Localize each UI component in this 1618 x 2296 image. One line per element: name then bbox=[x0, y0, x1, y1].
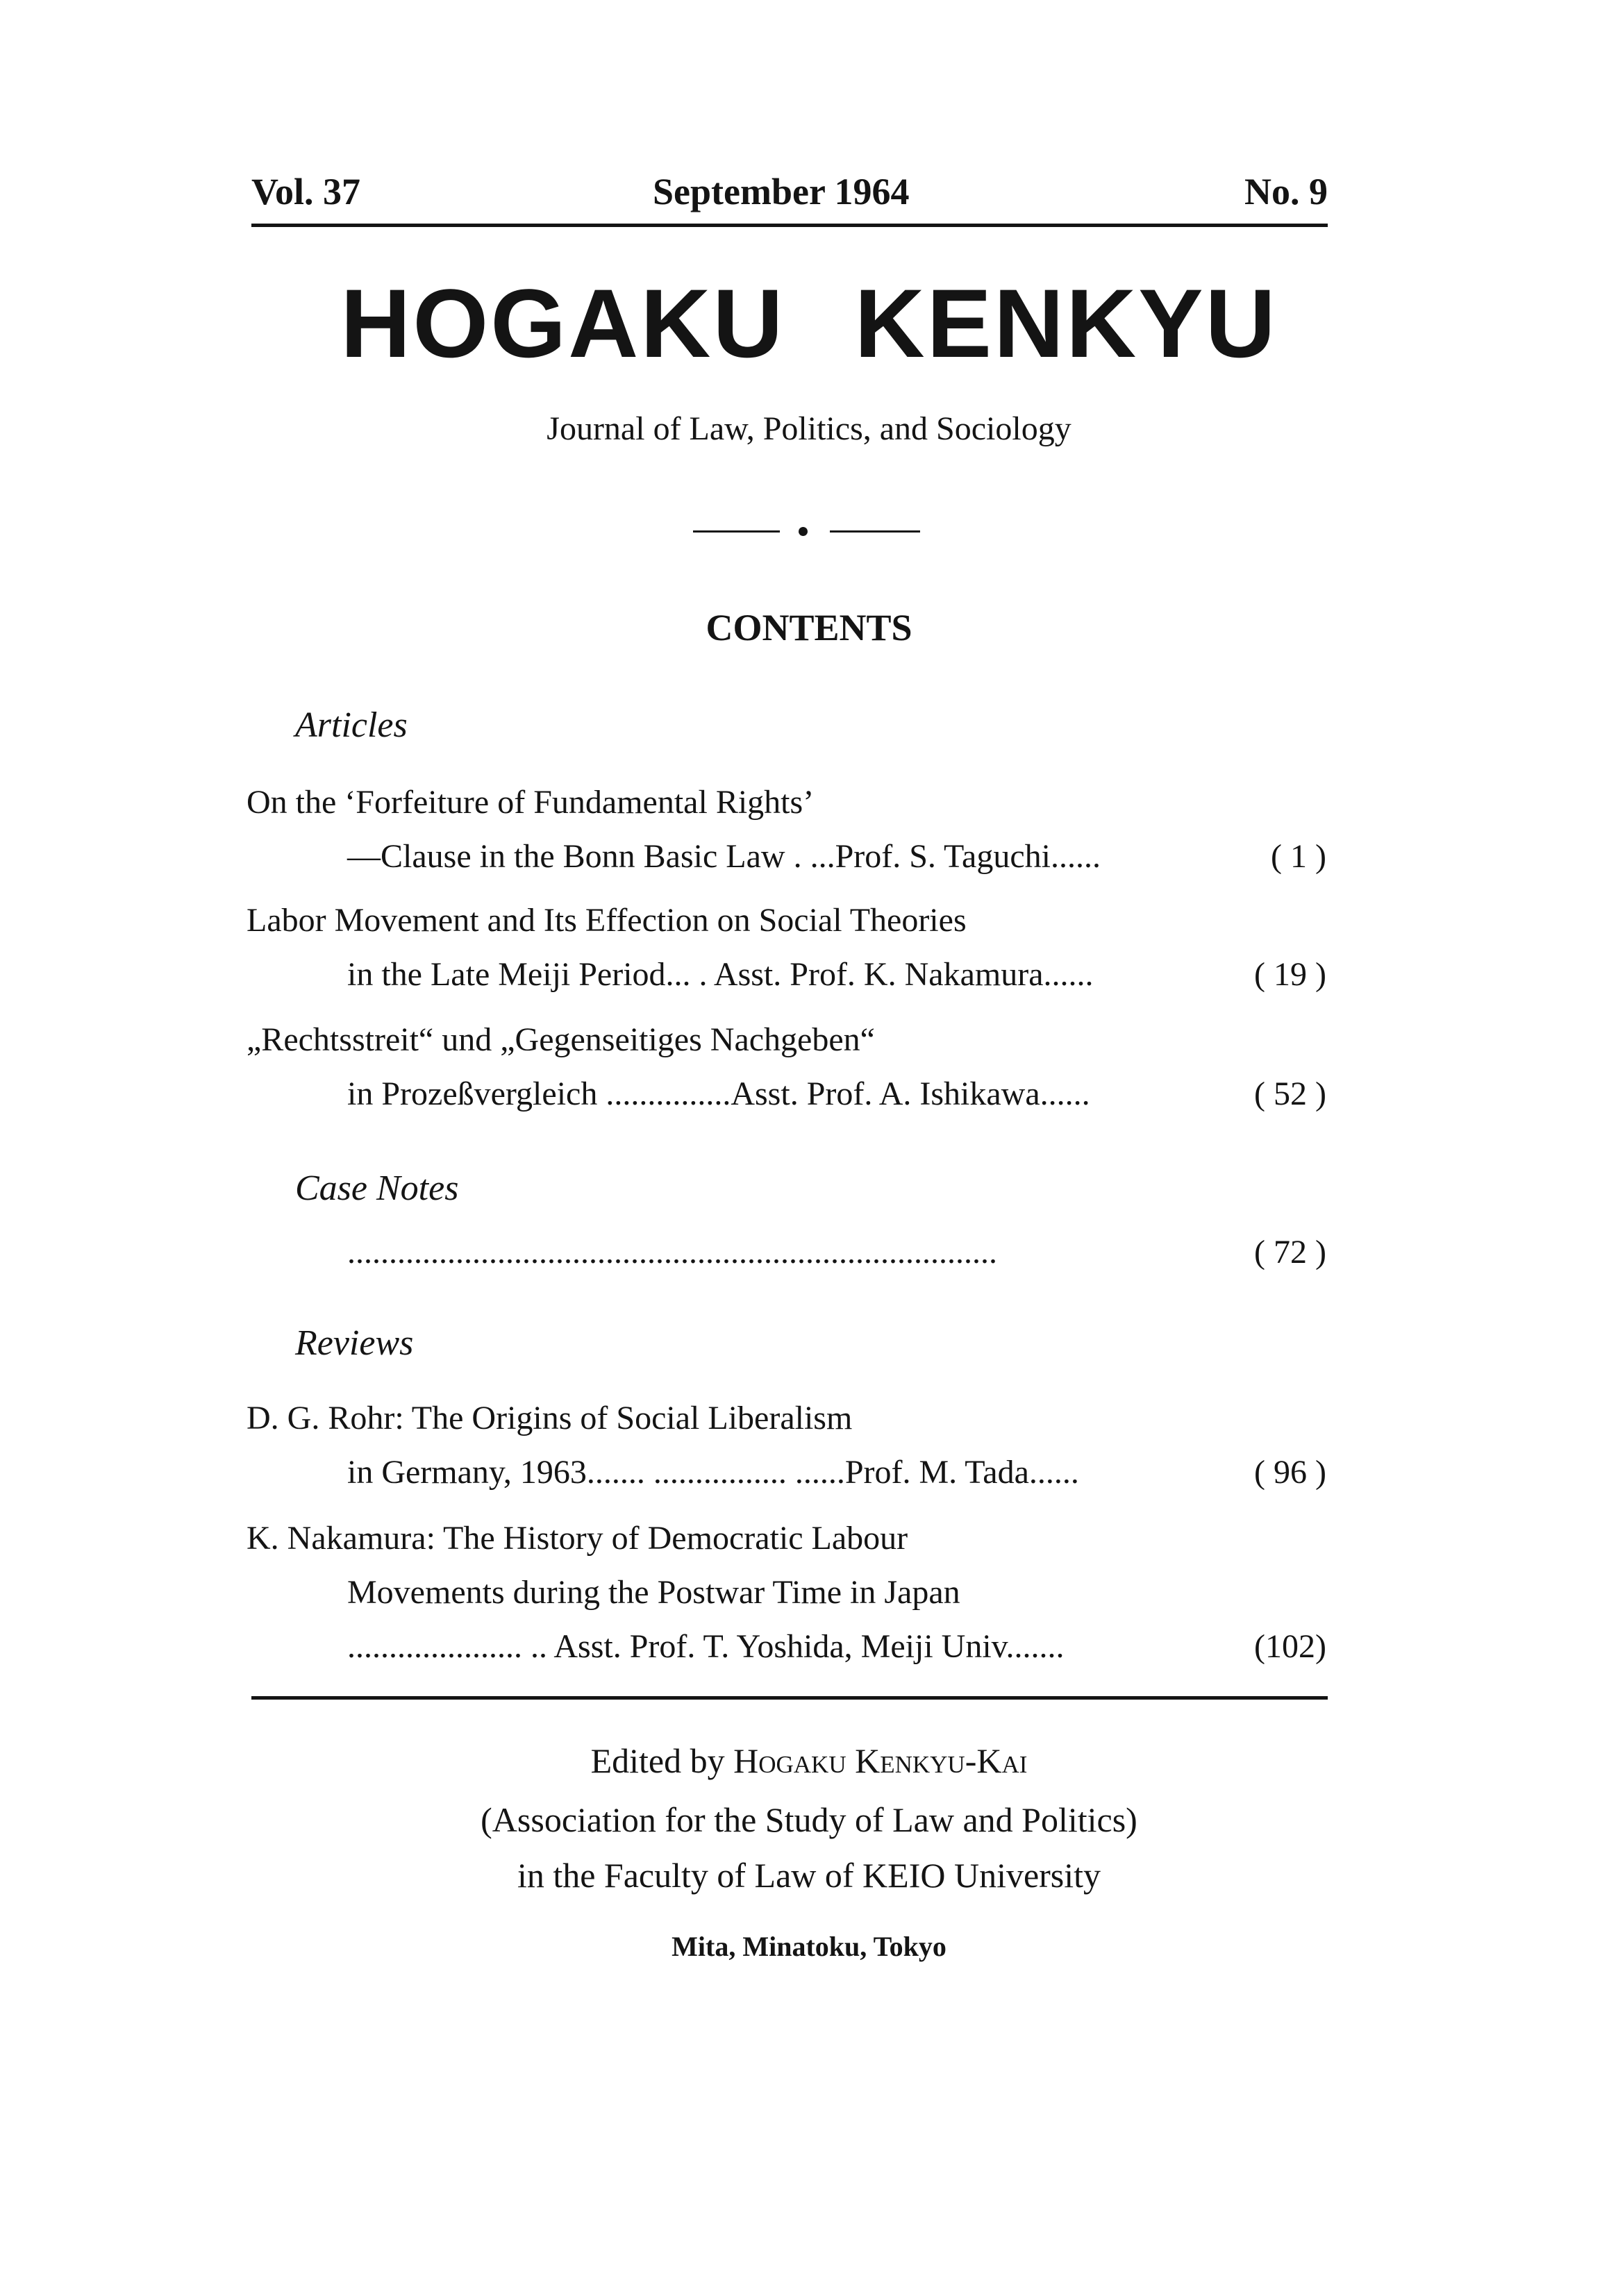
faculty-line: in the Faculty of Law of KEIO University bbox=[517, 1856, 1101, 1895]
review-1-page: ( 96 ) bbox=[1254, 1454, 1326, 1491]
article-1-detail: —Clause in the Bonn Basic Law . ...Prof. S. Taguchi...... bbox=[347, 838, 1101, 875]
review-2-page: (102) bbox=[1254, 1628, 1326, 1665]
section-heading-reviews: Reviews bbox=[295, 1323, 414, 1363]
article-3-page: ( 52 ) bbox=[1254, 1075, 1326, 1112]
review-2-title: K. Nakamura: The History of Democratic Labour bbox=[247, 1520, 908, 1557]
journal-title-part-2: KENKYU bbox=[854, 269, 1278, 378]
review-2-subtitle: Movements during the Postwar Time in Japan bbox=[347, 1574, 960, 1611]
article-2-title: Labor Movement and Its Effection on Social Theories bbox=[247, 902, 967, 939]
section-heading-articles: Articles bbox=[295, 705, 408, 745]
divider-line-left bbox=[693, 530, 780, 533]
article-1-title: On the ‘Forfeiture of Fundamental Rights’ bbox=[247, 784, 815, 821]
review-1-title: D. G. Rohr: The Origins of Social Liberalism bbox=[247, 1400, 853, 1436]
review-2-detail: ..................... .. Asst. Prof. T. Yoshida, Meiji Univ....... bbox=[347, 1628, 1065, 1665]
journal-subtitle: Journal of Law, Politics, and Sociology bbox=[547, 410, 1071, 447]
address-line: Mita, Minatoku, Tokyo bbox=[672, 1931, 946, 1962]
case-notes-page: ( 72 ) bbox=[1254, 1234, 1326, 1271]
article-2-detail: in the Late Meiji Period... . Asst. Prof. K. Nakamura...... bbox=[347, 956, 1094, 993]
edited-by-label: Edited by bbox=[590, 1741, 725, 1780]
case-notes-leader: .............................................................................. bbox=[347, 1234, 997, 1271]
contents-heading: CONTENTS bbox=[706, 607, 912, 648]
ornamental-divider bbox=[0, 524, 1618, 538]
article-3-detail: in Prozeßvergleich ...............Asst. Prof. A. Ishikawa...... bbox=[347, 1075, 1090, 1112]
journal-title bbox=[0, 267, 1618, 380]
society-name: Hogaku Kenkyu-Kai bbox=[733, 1741, 1028, 1780]
issue-number: No. 9 bbox=[1244, 171, 1328, 212]
article-3-title: „Rechtsstreit“ und „Gegenseitiges Nachgeben“ bbox=[247, 1021, 875, 1058]
issue-date: September 1964 bbox=[653, 171, 910, 212]
article-1-page: ( 1 ) bbox=[1271, 838, 1326, 875]
header-rule bbox=[251, 224, 1328, 227]
review-1-detail: in Germany, 1963....... ................ ......Prof. M. Tada...... bbox=[347, 1454, 1079, 1491]
footer-rule bbox=[251, 1696, 1328, 1700]
edited-by-line bbox=[0, 1741, 1618, 1781]
divider-dot bbox=[799, 527, 808, 536]
volume-label: Vol. 37 bbox=[251, 171, 361, 212]
journal-title-part-1: HOGAKU bbox=[340, 269, 785, 378]
association-line: (Association for the Study of Law and Politics) bbox=[481, 1800, 1137, 1839]
divider-line-right bbox=[830, 530, 920, 533]
article-2-page: ( 19 ) bbox=[1254, 956, 1326, 993]
section-heading-case-notes: Case Notes bbox=[295, 1168, 459, 1208]
